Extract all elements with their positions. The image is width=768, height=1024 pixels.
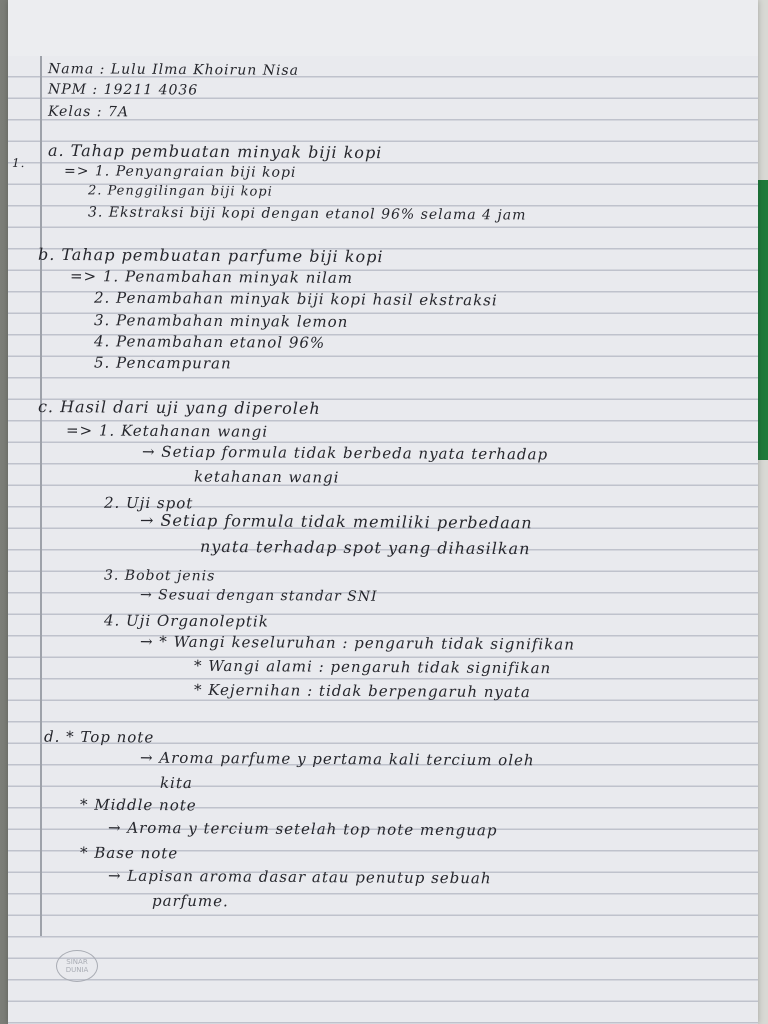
section-c-line: nyata terhadap spot yang dihasilkan [199, 536, 531, 559]
section-b-item: => 1. Penambahan minyak nilam [69, 267, 354, 287]
section-c-line: * Kejernihan : tidak berpengaruh nyata [193, 680, 531, 702]
section-c-line: 4. Uji Organoleptik [103, 611, 269, 631]
section-d-line: → Lapisan aroma dasar atau penutup sebuah [107, 866, 492, 888]
header-npm: NPM : 19211 4036 [47, 81, 199, 99]
section-c-title: c. Hasil dari uji yang diperoleh [37, 397, 321, 418]
section-d-line: → Aroma parfume y pertama kali tercium oleh [139, 748, 535, 770]
section-d-line: → Aroma y tercium setelah top note menguap [107, 818, 498, 840]
section-c-line: ketahanan wangi [193, 467, 340, 487]
section-a-title: a. Tahap pembuatan minyak biji kopi [47, 140, 383, 163]
section-c-line: 3. Bobot jenis [103, 567, 216, 585]
section-c-line: → Setiap formula tidak berbeda nyata terhadap [141, 442, 549, 464]
section-a-item: 3. Ekstraksi biji kopi dengan etanol 96% selama 4 jam [87, 204, 527, 224]
section-a-item: 2. Penggilingan biji kopi [87, 183, 273, 200]
section-c-line: → Sesuai dengan standar SNI [139, 587, 378, 605]
margin-line [40, 56, 42, 936]
section-b-title: b. Tahap pembuatan parfume biji kopi [37, 244, 384, 267]
section-c-line: → * Wangi keseluruhan : pengaruh tidak signifikan [139, 632, 576, 654]
header-nama: Nama : Lulu Ilma Khoirun Nisa [47, 61, 300, 79]
section-d-line: * Middle note [79, 795, 197, 815]
section-c-line: → Setiap formula tidak memiliki perbedaan [139, 510, 533, 533]
header-kelas: Kelas : 7A [47, 103, 130, 121]
section-c-line: => 1. Ketahanan wangi [65, 421, 269, 441]
section-b-item: 4. Penambahan etanol 96% [93, 332, 326, 352]
section-d-line: kita [159, 773, 193, 793]
section-d-line: * Base note [79, 843, 179, 863]
question-number: 1. [11, 155, 26, 171]
brand-stamp: SINAR DUNIA [56, 950, 98, 982]
section-b-item: 5. Pencampuran [93, 353, 232, 373]
section-c-line: 2. Uji spot [103, 493, 194, 513]
section-b-item: 2. Penambahan minyak biji kopi hasil ekstraksi [93, 288, 498, 310]
section-d-line: d. * Top note [43, 727, 155, 747]
section-c-line: * Wangi alami : pengaruh tidak signifikan [193, 656, 552, 678]
section-d-line: parfume. [151, 891, 229, 911]
section-b-item: 3. Penambahan minyak lemon [93, 311, 349, 331]
notebook-page [8, 0, 758, 1024]
section-a-item: => 1. Penyangraian biji kopi [63, 163, 297, 181]
